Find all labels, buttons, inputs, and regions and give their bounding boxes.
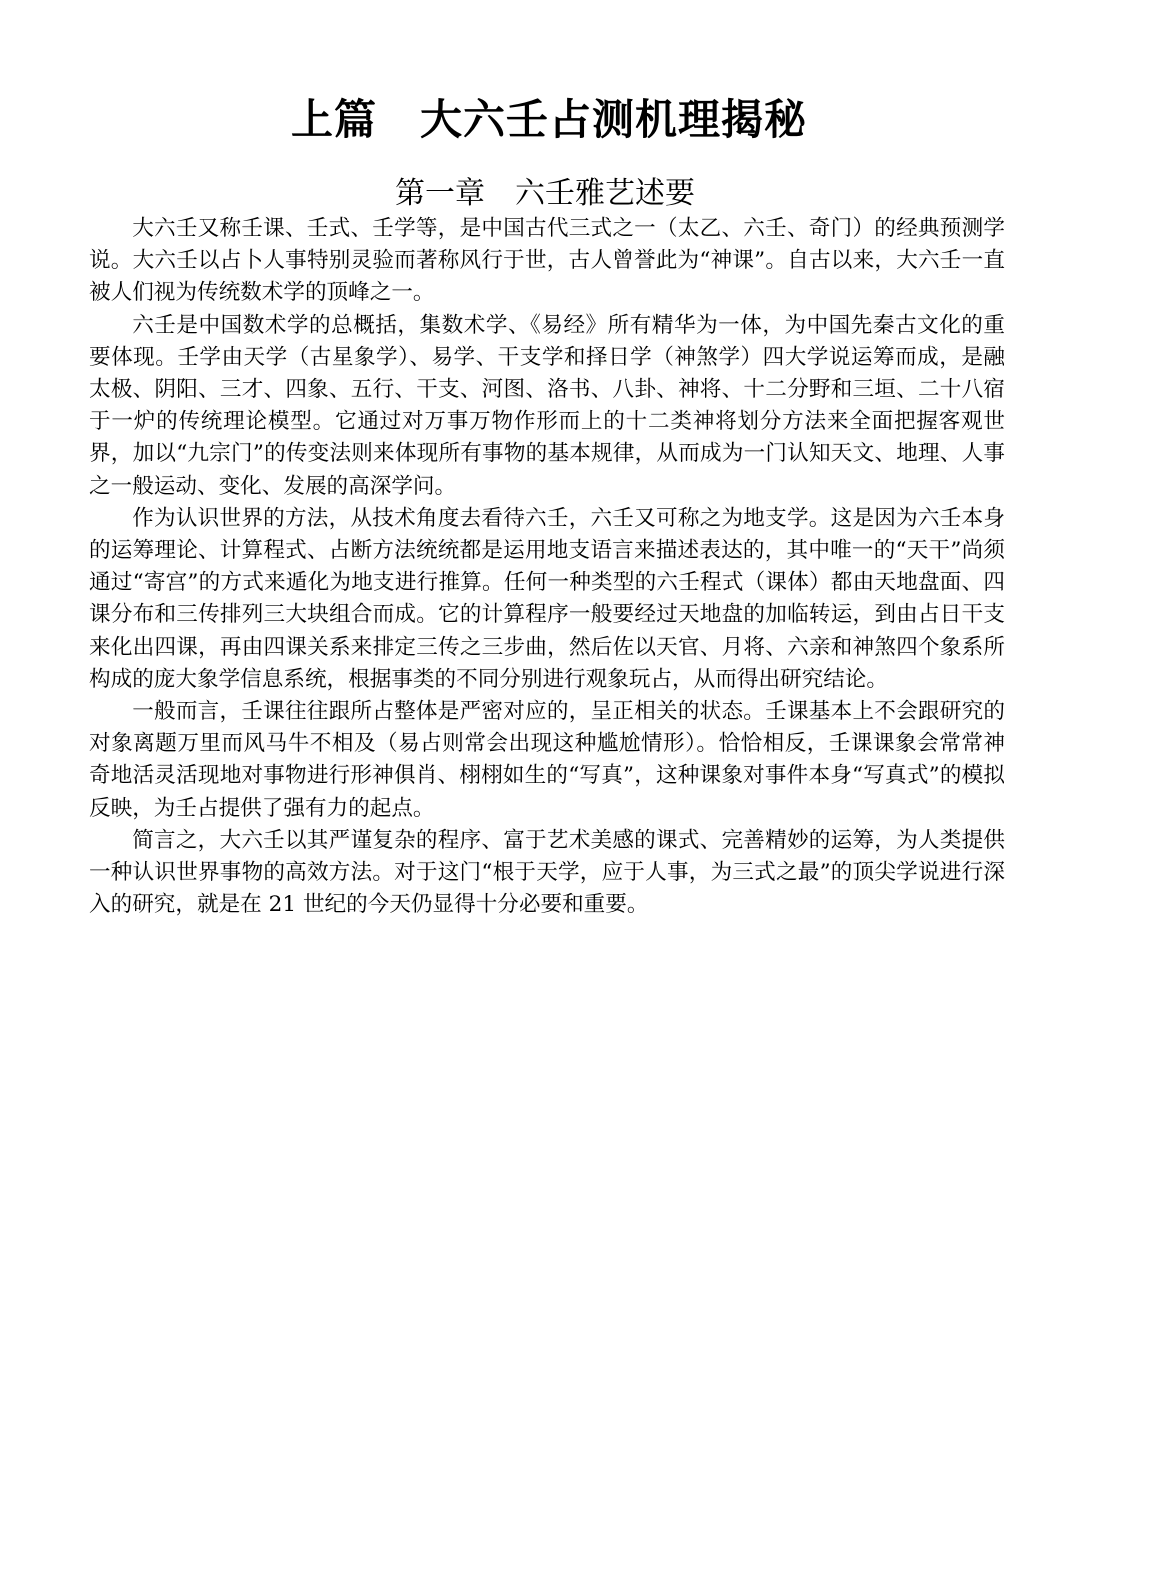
- paragraph-5: 简言之，大六壬以其严谨复杂的程序、富于艺术美感的课式、完善精妙的运筹，为人类提供一种认识世界事物的高效方法。对于这门“根于天学，应于人事，为三式之最”的顶尖学说进行深入的研究，就是在 21 世纪的今天仍显得十分必要和重要。: [89, 827, 1005, 918]
- paragraph-3: 作为认识世界的方法，从技术角度去看待六壬，六壬又可称之为地支学。这是因为六壬本身的运筹理论、计算程式、占断方法统统都是运用地支语言来描述表达的，其中唯一的“天干”尚须通过“寄宫”的方式来遁化为地支进行推算。任何一种类型的六壬程式（课体）都由天地盘面、四课分布和三传排列三大块组合而成。它的计算程序一般要经过天地盘的加临转运，到由占日干支来化出四课，再由四课关系来排定三传之三步曲，然后佐以天官、月将、六亲和神煞四个象系所构成的庞大象学信息系统，根据事类的不同分别进行观象玩占，从而得出研究结论。: [89, 505, 1005, 692]
- chapter-title: 第一章 六壬雅艺述要: [395, 176, 695, 211]
- paragraph-1: 大六壬又称壬课、壬式、壬学等，是中国古代三式之一（太乙、六壬、奇门）的经典预测学说。大六壬以占卜人事特别灵验而著称风行于世，古人曾誉此为“神课”。自古以来，大六壬一直被人们视为传统数术学的顶峰之一。: [89, 216, 1005, 306]
- body-text: [89, 213, 1005, 921]
- paragraph-4: 一般而言，壬课往往跟所占整体是严密对应的，呈正相关的状态。壬课基本上不会跟研究的对象离题万里而风马牛不相及（易占则常会出现这种尴尬情形）。恰恰相反，壬课课象会常常神奇地活灵活现地对事物进行形神俱肖、栩栩如生的“写真”，这种课象对事件本身“写真式”的模拟反映，为壬占提供了强有力的起点。: [89, 699, 1005, 821]
- part-title: 上篇 大六壬占测机理揭秘: [290, 95, 807, 144]
- paragraph-2: 六壬是中国数术学的总概括，集数术学、《易经》所有精华为一体，为中国先秦古文化的重要体现。壬学由天学（古星象学）、易学、干支学和择日学（神煞学）四大学说运筹而成，是融太极、阴阳、三才、四象、五行、干支、河图、洛书、八卦、神将、十二分野和三垣、二十八宿于一炉的传统理论模型。它通过对万事万物作形而上的十二类神将划分方法来全面把握客观世界，加以“九宗门”的传变法则来体现所有事物的基本规律，从而成为一门认知天文、地理、人事之一般运动、变化、发展的高深学问。: [89, 312, 1005, 499]
